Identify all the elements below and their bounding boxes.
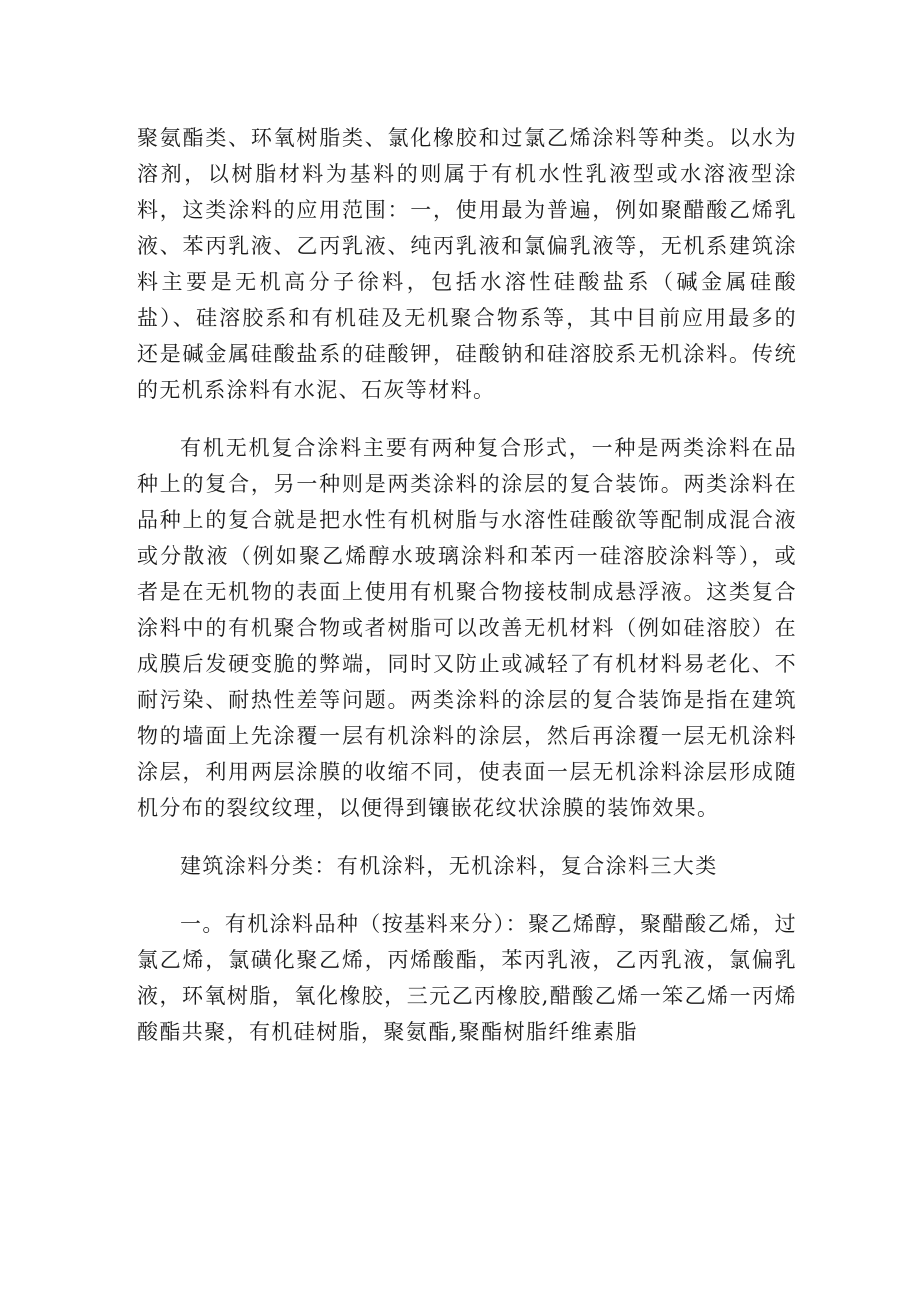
document-body [137, 120, 797, 1050]
paragraph-organic-varieties: 一。有机涂料品种（按基料来分）：聚乙烯醇，聚醋酸乙烯，过氯乙烯，氯磺化聚乙烯，丙烯酸酯，苯丙乳液，乙丙乳液，氯偏乳液，环氧树脂，氧化橡胶，三元乙丙橡胶,醋酸乙烯一笨乙烯一丙烯酸酯共聚，有机硅树脂，聚氨酯,聚酯树脂纤维素脂 [137, 912, 797, 1044]
paragraph-coating-types: 聚氨酯类、环氧树脂类、氯化橡胶和过氯乙烯涂料等种类。以水为溶剂，以树脂材料为基料的则属于有机水性乳液型或水溶液型涂料，这类涂料的应用范围：一，使用最为普遍，例如聚醋酸乙烯乳液、苯丙乳液、乙丙乳液、纯丙乳液和氯偏乳液等，无机系建筑涂料主要是无机高分子徐料，包括水溶性硅酸盐系（碱金属硅酸盐）、硅溶胶系和有机硅及无机聚合物系等，其中目前应用最多的还是碱金属硅酸盐系的硅酸钾，硅酸钠和硅溶胶系无机涂料。传统的无机系涂料有水泥、石灰等材料。 [137, 126, 797, 402]
paragraph-classification: 建筑涂料分类：有机涂料，无机涂料，复合涂料三大类 [180, 854, 718, 878]
paragraph-composite-coatings: 有机无机复合涂料主要有两种复合形式，一种是两类涂料在品种上的复合，另一种则是两类涂料的涂层的复合装饰。两类涂料在品种上的复合就是把水性有机树脂与水溶性硅酸欲等配制成混合液或分散液（例如聚乙烯醇水玻璃涂料和苯丙一硅溶胶涂料等），或者是在无机物的表面上使用有机聚合物接枝制成悬浮液。这类复合涂料中的有机聚合物或者树脂可以改善无机材料（例如硅溶胶）在成膜后发硬变脆的弊端，同时又防止或减轻了有机材料易老化、不耐污染、耐热性差等问题。两类涂料的涂层的复合装饰是指在建筑物的墙面上先涂覆一层有机涂料的涂层，然后再涂覆一层无机涂料涂层，利用两层涂膜的收缩不同，使表面一层无机涂料涂层形成随机分布的裂纹纹理，以便得到镶嵌花纹状涂膜的装饰效果。 [137, 436, 797, 820]
